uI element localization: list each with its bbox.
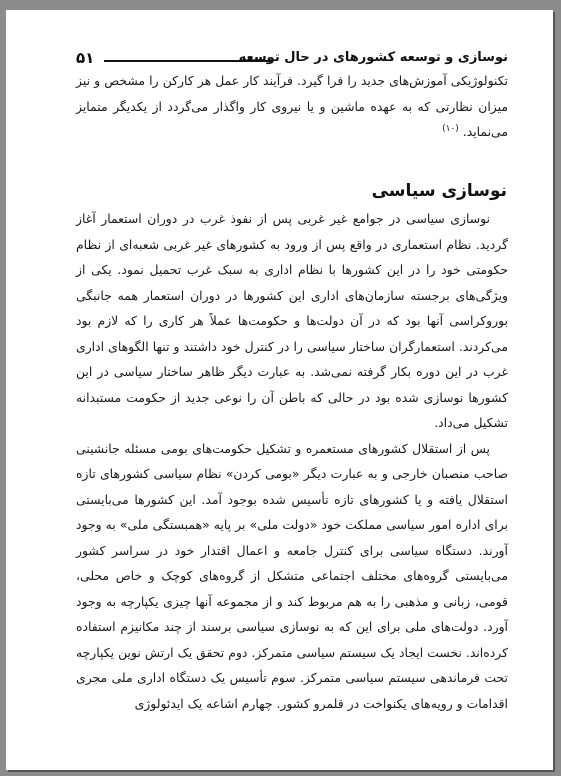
intro-paragraph	[76, 68, 508, 145]
footnote-marker: (۱۰)	[442, 123, 459, 134]
document-page	[6, 10, 553, 770]
running-header-title: نوسازی و توسعه کشورهای در حال توسعه	[238, 50, 508, 65]
body-paragraph-2: پس از استقلال کشورهای مستعمره و تشکیل حکومت‌های بومی مسئله جانشینی صاحب منصبان خارجی و به عبارت دیگر «بومی کردن» نظام سیاسی کشورهای تازه استقلال یافته و یا کشورهای تازه تأسیس شده بوجود آمد. این کشورها می‌بایستی برای اداره امور سیاسی مملکت خود «دولت ملی» بر پایه «همبستگی ملی» به وجود آورند. دستگاه سیاسی برای کنترل جامعه و اعمال اقتدار خود در سراسر کشور می‌بایستی گروه‌های مختلف اجتماعی متشکل از گروه‌های کوچک و خاص محلی، قومی، زبانی و مذهبی را به هم مربوط کند و از مجموعه آنها چیزی یکپارچه به وجود آورد. دولت‌های ملی برای این که به نوسازی سیاسی برسند از چند مکانیزم استفاده کرده‌اند. نخست ایجاد یک سیستم سیاسی متمرکز. دوم تحقق یک ارتش نوین یکپارچه تحت فرماندهی سیستم سیاسی متمرکز. سوم تأسیس یک دستگاه اداری ملی مجری اقدامات و رویه‌های یکنواخت در قلمرو کشور. چهارم اشاعه یک ایدئولوژی	[76, 440, 508, 711]
section-body	[76, 206, 508, 716]
section-heading: نوسازی سیاسی	[371, 181, 507, 201]
header-rule	[104, 60, 272, 62]
body-paragraph-1: نوسازی سیاسی در جوامع غیر غربی پس از نفوذ غرب در دوران استعمار آغاز گردید. نظام استعماری در واقع پس از ورود به کشورهای غیر غربی شعبه‌ای از نظام حکومتی خود را در این کشورها با نظام اداری به سبک غرب تحمیل نمود. یکی از ویژگی‌های برجسته سازمان‌های اداری این کشورها در دوران استعمار همه جانبگی بوروکراسی آنها بود که در آن دولت‌ها و حکومت‌ها عملاً هر کاری را که لازم بود می‌کردند. استعمارگران ساختار سیاسی را در کنترل خود داشتند و تنها الگوهای اداری غرب در این دوره بکار گرفته نمی‌شد. به عبارت دیگر ظاهر ساختار سیاسی در این کشورها نوسازی شده بود در حالی که باطن آن را نوعی جدید از حکومت مستبدانه تشکیل می‌داد.	[76, 211, 508, 430]
page-number: ۵۱	[76, 49, 95, 67]
intro-paragraph-text: تکنولوژیکی آموزش‌های جدید را فرا گیرد. فرآیند کار عمل هر کارکن را مشخص و نیز میزان نظارتی که به عهده ماشین و یا نیروی کار واگذار می‌گردد از یکدیگر متمایز می‌نماید.	[76, 73, 508, 139]
